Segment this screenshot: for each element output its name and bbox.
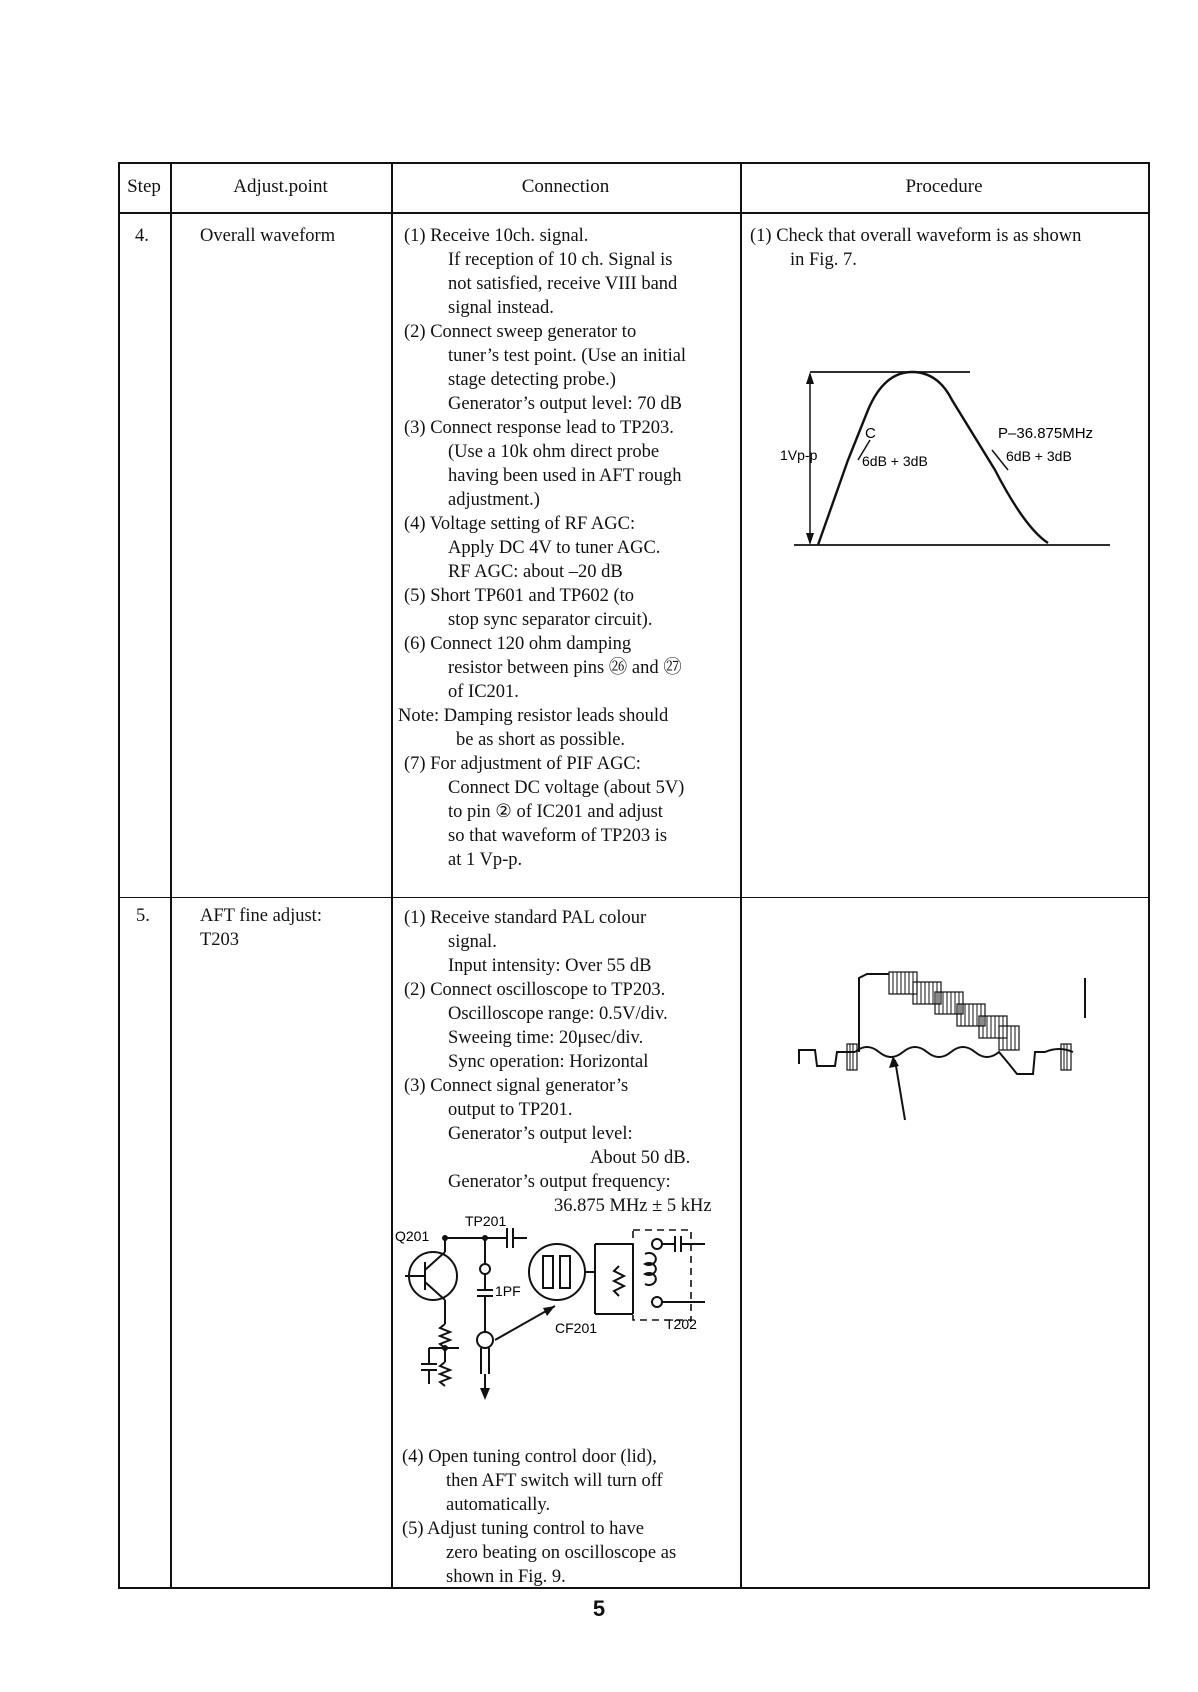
conn-line: (4) Voltage setting of RF AGC:	[404, 514, 636, 534]
conn-line: stage detecting probe.)	[448, 370, 616, 390]
conn-line: 36.875 MHz ± 5 kHz	[554, 1196, 712, 1216]
row5-adjust-point	[200, 904, 322, 952]
header-connection: Connection	[521, 176, 610, 197]
fig7-right-db-label: 6dB + 3dB	[1006, 448, 1072, 464]
conn-line: not satisfied, receive VIII band	[448, 274, 678, 294]
fig7-c-label: C	[865, 425, 876, 442]
col-border-left	[118, 162, 120, 1589]
proc-line: in Fig. 7.	[790, 250, 857, 270]
col-border-right	[1148, 162, 1150, 1589]
conn-line: (4) Open tuning control door (lid),	[402, 1447, 657, 1467]
conn-line: (Use a 10k ohm direct probe	[448, 442, 660, 462]
conn-line: shown in Fig. 9.	[446, 1567, 566, 1587]
page-number: 5	[592, 1596, 606, 1621]
circuit-q201-label: Q201	[395, 1228, 430, 1244]
conn-line: (5) Short TP601 and TP602 (to	[404, 586, 635, 606]
row5-connection	[404, 906, 734, 1218]
header-step: Step	[127, 176, 161, 197]
conn-line: so that waveform of TP203 is	[448, 826, 668, 846]
adjust-line: T203	[200, 930, 240, 950]
proc-line: (1) Check that overall waveform is as shown	[750, 226, 1082, 246]
fig7-vpp-label: 1Vp-p	[780, 447, 818, 463]
row4-connection	[398, 224, 734, 872]
col-border-adjust	[391, 162, 393, 1589]
fig7-left-db-label: 6dB + 3dB	[862, 453, 928, 469]
conn-line: output to TP201.	[448, 1100, 573, 1120]
overall-waveform-figure	[780, 360, 1120, 550]
conn-line: then AFT switch will turn off	[446, 1471, 663, 1491]
conn-line: If reception of 10 ch. Signal is	[448, 250, 673, 270]
conn-line: (3) Connect signal generator’s	[404, 1076, 629, 1096]
conn-line: of IC201.	[448, 682, 519, 702]
row-divider	[118, 897, 1148, 898]
adjust-line: AFT fine adjust:	[200, 906, 322, 926]
row4-adjust-point: Overall waveform	[200, 226, 336, 246]
header-bottom-border	[118, 212, 1148, 214]
header-procedure: Procedure	[905, 176, 983, 197]
circuit-diagram	[395, 1214, 740, 1414]
conn-line: (5) Adjust tuning control to have	[402, 1519, 645, 1539]
conn-line: signal instead.	[448, 298, 554, 318]
col-border-connection	[740, 162, 742, 1589]
conn-line: to pin ② of IC201 and adjust	[448, 802, 663, 822]
table-top-border	[118, 162, 1148, 164]
conn-line: (1) Receive standard PAL colour	[404, 908, 647, 928]
conn-line: (2) Connect sweep generator to	[404, 322, 637, 342]
conn-line: signal.	[448, 932, 497, 952]
conn-line: (3) Connect response lead to TP203.	[404, 418, 674, 438]
conn-line: zero beating on oscilloscope as	[446, 1543, 677, 1563]
conn-line: Sync operation: Horizontal	[448, 1052, 649, 1072]
row5-step: 5.	[136, 906, 150, 926]
circuit-tp201-label: TP201	[465, 1214, 507, 1229]
conn-line: Connect DC voltage (about 5V)	[448, 778, 685, 798]
conn-line: (6) Connect 120 ohm damping	[404, 634, 632, 654]
conn-line: adjustment.)	[448, 490, 540, 510]
conn-line: Apply DC 4V to tuner AGC.	[448, 538, 661, 558]
conn-line: automatically.	[446, 1495, 551, 1515]
conn-line: (2) Connect oscilloscope to TP203.	[404, 980, 666, 1000]
conn-line: Input intensity: Over 55 dB	[448, 956, 652, 976]
conn-line: RF AGC: about –20 dB	[448, 562, 623, 582]
conn-line: stop sync separator circuit).	[448, 610, 653, 630]
conn-line: Sweeing time: 20μsec/div.	[448, 1028, 644, 1048]
row4-step: 4.	[135, 226, 149, 246]
conn-line: having been used in AFT rough	[448, 466, 682, 486]
conn-line: (1) Receive 10ch. signal.	[404, 226, 589, 246]
circuit-1pf-label: 1PF	[495, 1283, 521, 1299]
conn-line: About 50 dB.	[590, 1148, 691, 1168]
row5-connection-after	[402, 1445, 732, 1589]
conn-line: (7) For adjustment of PIF AGC:	[404, 754, 641, 774]
fig7-p-freq-label: P–36.875MHz	[998, 425, 1094, 442]
circuit-t202-label: T202	[665, 1316, 697, 1332]
conn-line: Oscilloscope range: 0.5V/div.	[448, 1004, 668, 1024]
conn-line: Generator’s output frequency:	[448, 1172, 671, 1192]
conn-note: Note: Damping resistor leads should	[398, 706, 669, 726]
conn-line: at 1 Vp-p.	[448, 850, 523, 870]
conn-line: Generator’s output level:	[448, 1124, 633, 1144]
conn-line: resistor between pins ㉖ and ㉗	[448, 658, 682, 678]
conn-line: be as short as possible.	[456, 730, 626, 750]
oscilloscope-waveform-figure	[795, 960, 1115, 1135]
row4-procedure	[750, 224, 1142, 272]
conn-line: tuner’s test point. (Use an initial	[448, 346, 687, 366]
conn-line: Generator’s output level: 70 dB	[448, 394, 682, 414]
col-border-step	[170, 162, 172, 1589]
header-adjust-point: Adjust.point	[233, 176, 328, 197]
circuit-cf201-label: CF201	[555, 1320, 598, 1336]
